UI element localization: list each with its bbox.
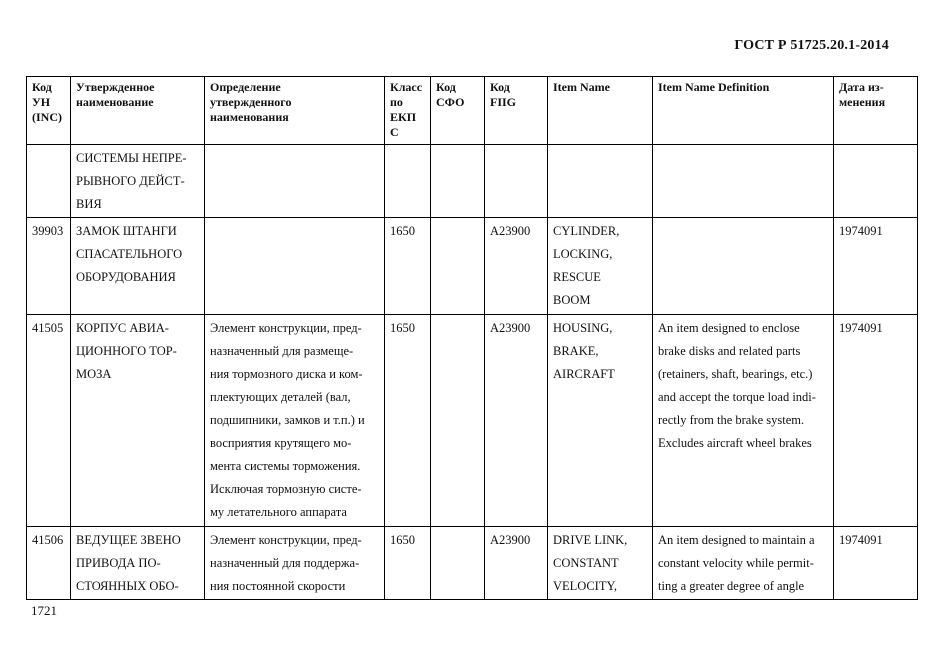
table-row [27, 218, 918, 315]
table-row [27, 527, 918, 600]
cell-inc-code: 39903 [27, 218, 71, 315]
cell-approved-name: ЗАМОК ШТАНГИ СПАСАТЕЛЬНОГО ОБОРУДОВАНИЯ [71, 218, 205, 315]
cell-class: 1650 [385, 315, 431, 527]
cell-fiig: A23900 [485, 527, 548, 600]
cell-sfo [431, 218, 485, 315]
cell-sfo [431, 315, 485, 527]
cell-sfo [431, 527, 485, 600]
header-item-name: Item Name [548, 77, 653, 145]
cell-inc-code [27, 145, 71, 218]
cell-inc-code: 41505 [27, 315, 71, 527]
header-approved-name: Утвержденное наименование [71, 77, 205, 145]
cell-definition [205, 218, 385, 315]
cell-change-date: 1974091 [834, 315, 918, 527]
header-approved-name-definition: Определение утвержденного наименования [205, 77, 385, 145]
cell-inc-code: 41506 [27, 527, 71, 600]
table-row [27, 315, 918, 527]
header-inc-code: Код УН (INC) [27, 77, 71, 145]
cell-approved-name: ВЕДУЩЕЕ ЗВЕНО ПРИВОДА ПО- СТОЯННЫХ ОБО- [71, 527, 205, 600]
cell-item-name: HOUSING, BRAKE, AIRCRAFT [548, 315, 653, 527]
page-number: 1721 [31, 603, 57, 618]
cell-item-name [548, 145, 653, 218]
header-change-date: Дата из- менения [834, 77, 918, 145]
cell-change-date: 1974091 [834, 218, 918, 315]
cell-definition [205, 145, 385, 218]
cell-fiig [485, 145, 548, 218]
table-header-row [27, 77, 918, 145]
cell-item-definition [653, 145, 834, 218]
cell-item-definition: An item designed to enclose brake disks and related parts (retainers, shaft, bearings, etc.) and accept the torque load indi- rectly from the brake system. Excludes aircraft wheel brakes [653, 315, 834, 527]
cell-change-date [834, 145, 918, 218]
cell-fiig: A23900 [485, 218, 548, 315]
cell-class: 1650 [385, 527, 431, 600]
cell-change-date: 1974091 [834, 527, 918, 600]
cell-item-name: CYLINDER, LOCKING, RESCUE BOOM [548, 218, 653, 315]
table-row [27, 145, 918, 218]
document-code: ГОСТ Р 51725.20.1-2014 [734, 38, 889, 53]
cell-definition: Элемент конструкции, пред- назначенный для размеще- ния тормозного диска и ком- плектующих деталей (вал, подшипники, замков и т.п.) и восприятия крутящего мо- мента системы торможения. Исключая тормозную систе- му летательного аппарата [205, 315, 385, 527]
header-fiig-code: Код FIIG [485, 77, 548, 145]
cell-sfo [431, 145, 485, 218]
cell-class [385, 145, 431, 218]
cell-item-name: DRIVE LINK, CONSTANT VELOCITY, [548, 527, 653, 600]
header-ekps-class: Класс по ЕКП С [385, 77, 431, 145]
nomenclature-table [26, 76, 918, 600]
cell-approved-name: КОРПУС АВИА- ЦИОННОГО ТОР- МОЗА [71, 315, 205, 527]
header-item-name-definition: Item Name Definition [653, 77, 834, 145]
cell-fiig: A23900 [485, 315, 548, 527]
cell-class: 1650 [385, 218, 431, 315]
cell-definition: Элемент конструкции, пред- назначенный для поддержа- ния постоянной скорости [205, 527, 385, 600]
header-sfo-code: Код СФО [431, 77, 485, 145]
cell-approved-name: СИСТЕМЫ НЕПРЕ- РЫВНОГО ДЕЙСТ- ВИЯ [71, 145, 205, 218]
cell-item-definition [653, 218, 834, 315]
cell-item-definition: An item designed to maintain a constant velocity while permit- ting a greater degree of angle [653, 527, 834, 600]
